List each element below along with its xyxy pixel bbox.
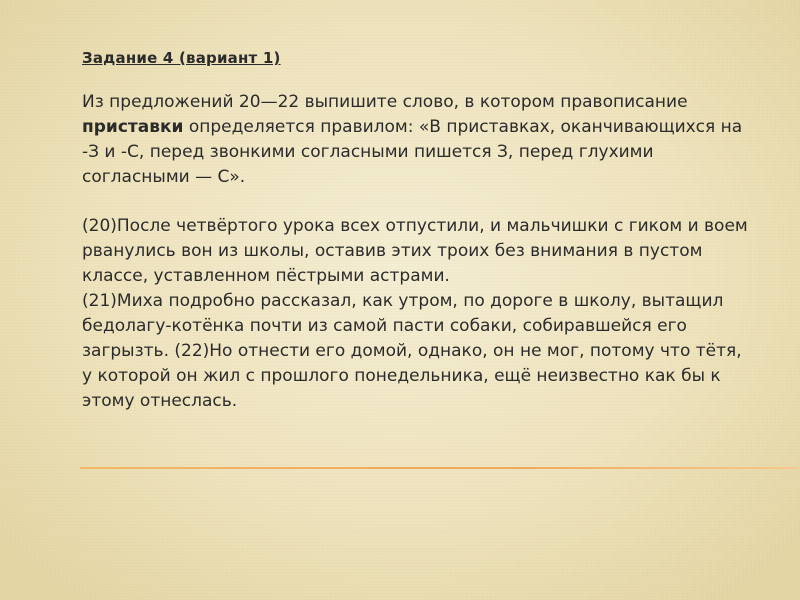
paragraph-gap xyxy=(82,190,772,214)
task-text-part-1: Из предложений 20—22 выпишите слово, в котором правописание xyxy=(82,92,688,112)
task-keyword: приставки xyxy=(82,117,184,137)
task-title: Задание 4 (вариант 1) xyxy=(82,49,281,67)
sentences-21-22: (21)Миха подробно рассказал, как утром, по дороге в школу, вытащил бедолагу-котёнка почти из самой пасти собаки, собиравшейся его загрызть. (22)Но отнести его домой, однако, он не мог, потому что тётя, у которой он жил с прошлого понедельника, ещё неизвестно как бы к этому отнеслась. xyxy=(82,291,742,411)
orange-divider-line xyxy=(80,467,798,469)
task-text-part-2: определяется правилом: «В приставках, оканчивающихся на -З и -С, перед звонкими согласными пишется З, перед глухими согласными — С». xyxy=(82,117,743,187)
task-instruction xyxy=(82,90,757,190)
slide-content xyxy=(82,48,772,414)
sentence-20: (20)После четвёртого урока всех отпустили, и мальчишки с гиком и воем рванулись вон из школы, оставив этих троих без внимания в пустом классе, уставленном пёстрыми астрами. xyxy=(82,216,748,286)
